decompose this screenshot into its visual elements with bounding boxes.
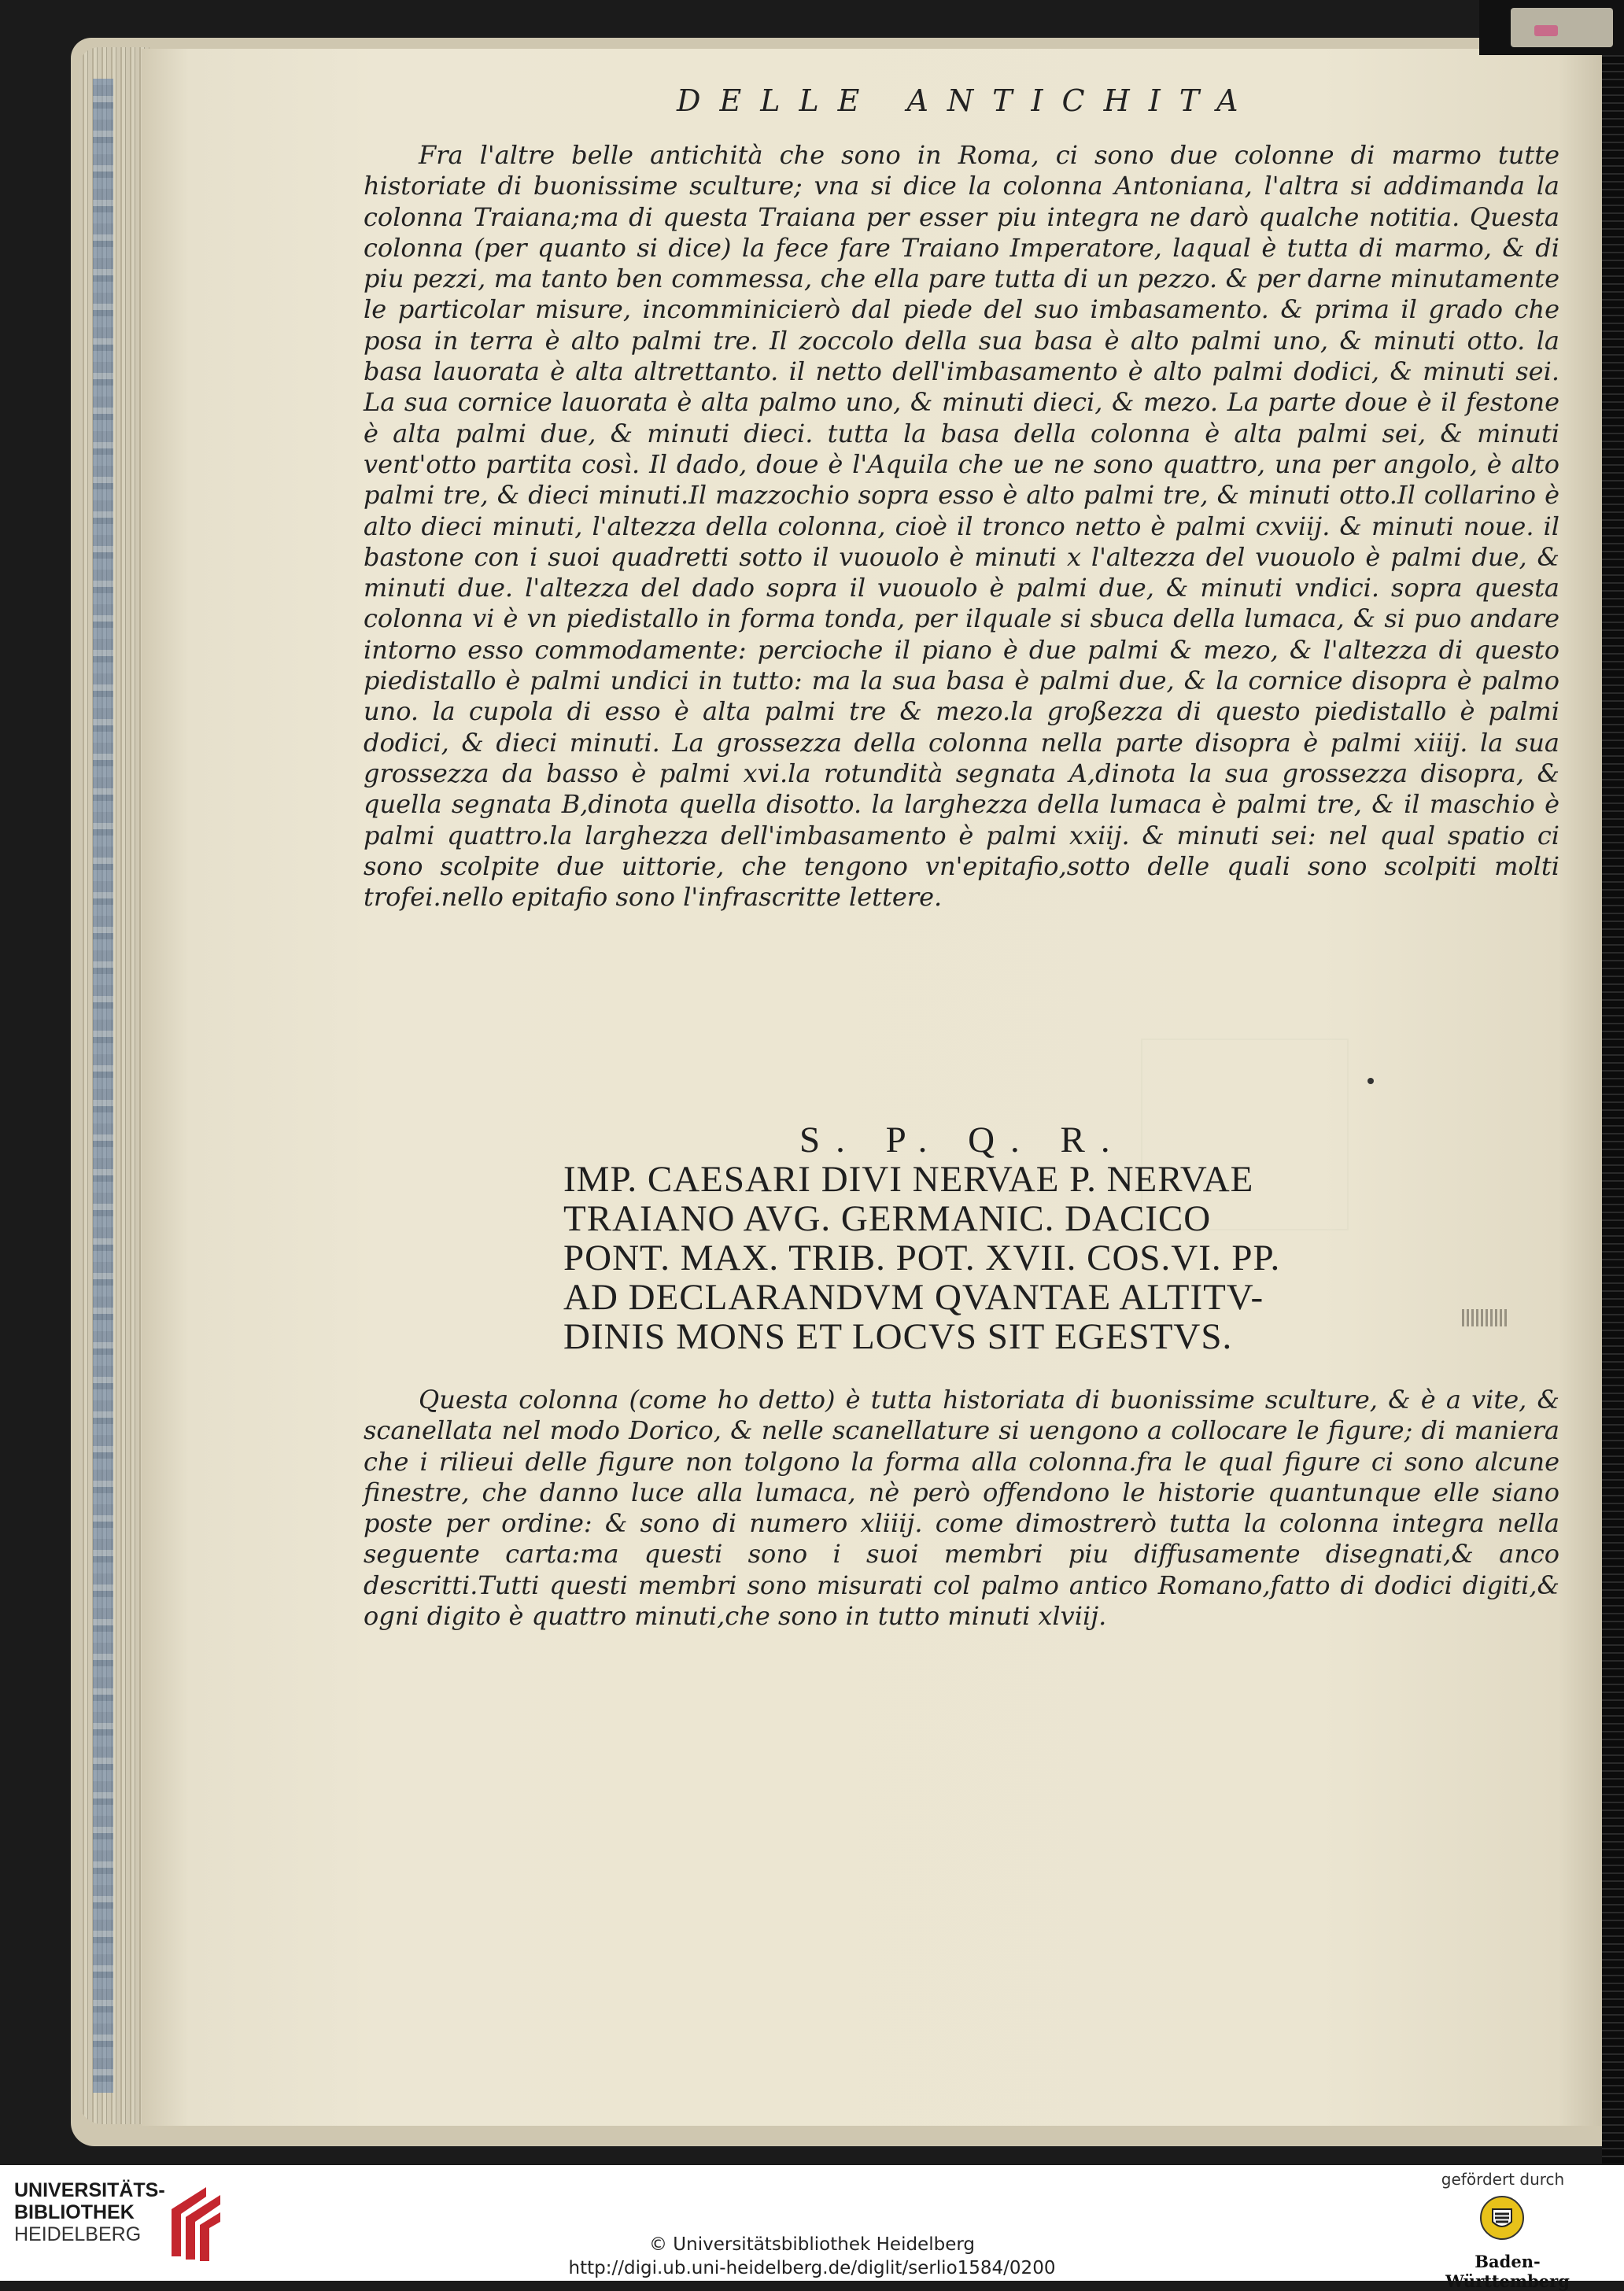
inscription-line: S. P. Q. R. [799, 1120, 1126, 1160]
logo-line: HEIDELBERG [14, 2223, 142, 2245]
blue-page-edge [93, 79, 113, 2093]
inscription-line: DINIS MONS ET LOCVS SIT EGESTVS. [563, 1316, 1233, 1357]
stamp-mark [1462, 1309, 1509, 1326]
state-name: Baden-Württemberg [1445, 2252, 1570, 2291]
bookmark-tab [1534, 25, 1558, 36]
inscription-line: PONT. MAX. TRIB. POT. XVII. COS.VI. PP. [563, 1238, 1281, 1278]
inscription-line: TRAIANO AVG. GERMANIC. DACICO [563, 1198, 1212, 1239]
inscription-line: IMP. CAESARI DIVI NERVAE P. NERVAE [563, 1159, 1254, 1200]
body-paragraph-1 [364, 140, 1559, 913]
copyright-text: © Universitätsbibliothek Heidelberg [648, 2234, 975, 2255]
funded-by-label: gefördert durch [1441, 2170, 1565, 2189]
logo-line: BIBLIOTHEK [14, 2201, 135, 2223]
logo-line: UNIVERSITÄTS- [14, 2179, 165, 2201]
running-head: DELLE ANTICHITA [677, 83, 1257, 118]
permalink-url[interactable]: http://digi.ub.uni-heidelberg.de/diglit/serlio1584/0200 [568, 2258, 1056, 2278]
ink-dot [1367, 1078, 1374, 1084]
inscription-line: AD DECLARANDVM QVANTAE ALTITV- [563, 1277, 1264, 1318]
state-coat-of-arms-icon[interactable] [1479, 2195, 1525, 2241]
page-edges [79, 47, 149, 2124]
paragraph-text: Questa colonna (come ho detto) è tutta historiata di buonissime sculture, & è a vite, & scanellata nel modo Dorico, & nelle scanellature si uengono a collocare le figure; di maniera che i rilieui delle figure non tolgono la forma alla colonna.fra le qual figure ci sono alcune finestre, che danno luce alla lumaca, nè però offendono le historie quantunque elle siano poste per ordine: & sono di numero xliiij. come dimostrerò tutta la colonna integra nella seguente carta:ma questi sono i suoi membri piu diffusamente disegnati,& anco descritti.Tutti questi membri sono misurati col palmo antico Romano,fatto di dodici digiti,& ogni digito è quattro minuti,che sono in tutto minuti xlviij. [364, 1385, 1559, 1632]
paragraph-text: Fra l'altre belle antichità che sono in Roma, ci sono due colonne di marmo tutte historiate di buonissime sculture; vna si dice la colonna Antoniana, l'altra si addimanda la colonna Traiana;ma di questa Traiana per esser piu integra ne darò qualche notitia. Questa colonna (per quanto si dice) la fece fare Traiano Imperatore, laqual è tutta di marmo, & di piu pezzi, ma tanto ben commessa, che ella pare tutta di un pezzo. & per darne minutamente le particolar misure, incomminicierò dal piede del suo imbasamento. & prima il grado che posa in terra è alto palmi tre. Il zoccolo della sua basa è alto palmi uno, & minuti otto. la basa lauorata è alta altrettanto. il netto dell'imbasamento è alto palmi dodici, & minuti sei. La sua cornice lauorata è alta palmo uno, & minuti dieci, & mezo. La parte doue è il festone è alta palmi due, & minuti dieci. tutta la basa della colonna è alta palmi sei, & minuti vent'otto partita così. Il dado, doue è l'Aquila che ue ne sono quattro, una per angolo, è alto palmi tre, & dieci minuti.Il mazzochio sopra esso è alto palmi tre, & minuti otto.Il collarino è alto dieci minuti, l'altezza della colonna, cioè il tronco netto è palmi cxviij. & minuti noue. il bastone con i suoi quadretti sotto il vuouolo è minuti x l'altezza del vuouolo è palmi due, & minuti due. l'altezza del dado sopra il vuouolo è palmi due, & minuti vndici. sopra questa colonna vi è vn piedistallo in forma tonda, per ilquale si sbuca della lumaca, & si puo andare intorno esso commodamente: percioche il piano è due palmi & mezo, & l'altezza di questo piedistallo è palmi undici in tutto: ma la sua basa è palmi due, & la cornice disopra è palmo uno. la cupola di esso è alta palmi tre & mezo.la großezza di questo piedistallo è palmi dodici, & dieci minuti. La grossezza della colonna nella parte disopra è palmi xiiij. la sua grossezza da basso è palmi xvi.la rotundità segnata A,dinota la sua grossezza disopra, & quella segnata B,dinota quella disotto. la larghezza della lumaca è palmi tre, & il maschio è palmi quattro.la larghezza dell'imbasamento è palmi xxiij. & minuti sei: nel qual spatio ci sono scolpite due uittorie, che tengono vn'epitafio,sotto delle quali sono scolpiti molti trofei.nello epitafio sono l'infrascritte lettere. [364, 140, 1559, 913]
scanner-edge [1602, 24, 1624, 2164]
body-paragraph-2 [364, 1385, 1559, 1632]
cover-corner [1511, 8, 1613, 47]
inscription [563, 1120, 1397, 1356]
copyright-notice [0, 2233, 1624, 2280]
